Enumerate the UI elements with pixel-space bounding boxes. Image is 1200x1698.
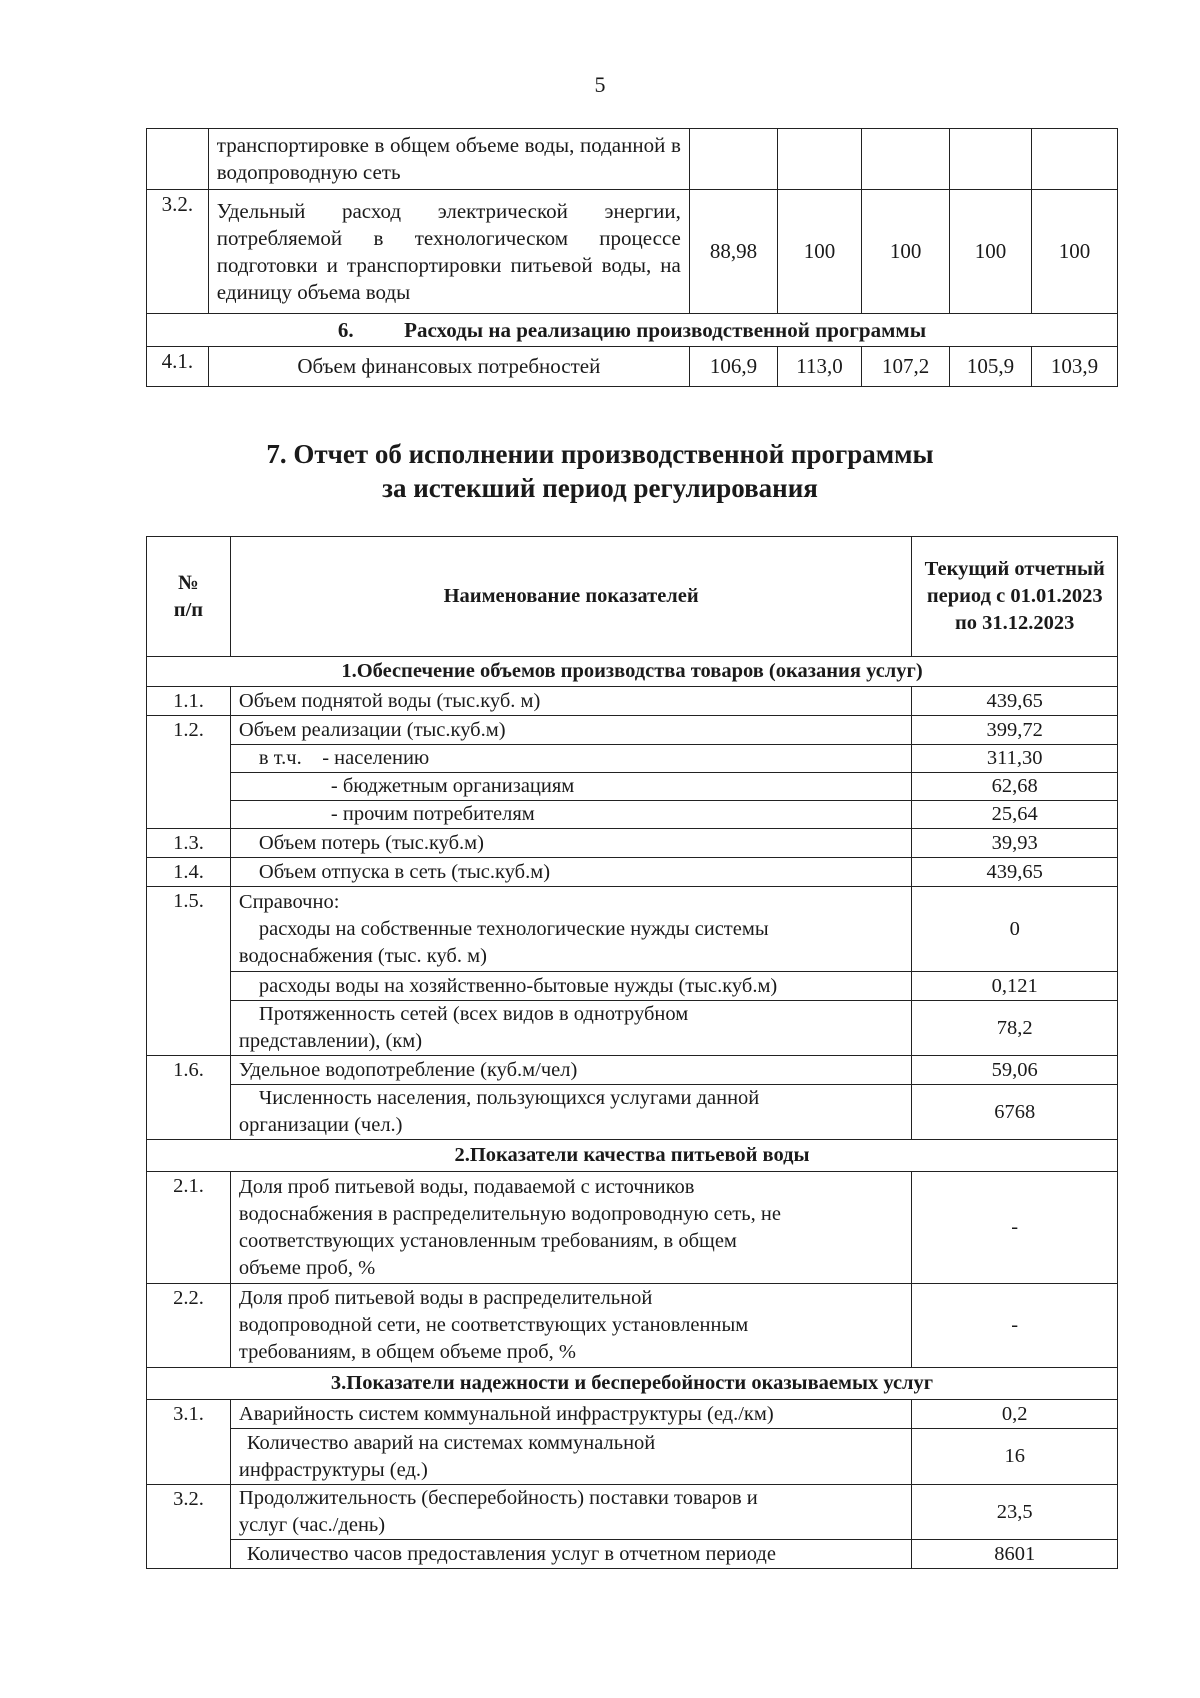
row-value: 23,5 bbox=[912, 1485, 1118, 1540]
table-row bbox=[147, 829, 1118, 858]
row-label-line: Протяженность сетей (всех видов в однотрубном bbox=[258, 1003, 689, 1025]
header-name: Наименование показателей bbox=[230, 537, 912, 657]
table-row bbox=[147, 190, 1118, 314]
table-row bbox=[147, 1485, 1118, 1540]
row-number: 3.2. bbox=[147, 190, 209, 314]
row-number: 1.5. bbox=[147, 887, 231, 1056]
row-number: 3.1. bbox=[147, 1400, 231, 1485]
row-label-line: инфраструктуры (ед.) bbox=[238, 1458, 428, 1481]
row-value: 62,68 bbox=[912, 773, 1118, 801]
row-value: - bbox=[912, 1172, 1118, 1284]
page-number: 5 bbox=[594, 72, 606, 97]
row-label-line: водопроводной сети, не соответствующих установленным bbox=[238, 1314, 749, 1336]
row-value: 0 bbox=[912, 887, 1118, 972]
row-value bbox=[689, 129, 777, 190]
table-row bbox=[147, 1056, 1118, 1085]
row-label-line: водоснабжения (тыс. куб. м) bbox=[238, 944, 487, 967]
row-label: транспортировке в общем объеме воды, поданной в водопроводную сеть bbox=[208, 129, 689, 190]
row-label bbox=[230, 1429, 912, 1485]
row-number: 4.1. bbox=[147, 347, 209, 387]
table-row bbox=[147, 887, 1118, 972]
row-label-line: Продолжительность (бесперебойность) поставки товаров и bbox=[238, 1487, 758, 1509]
section-header-row bbox=[147, 657, 1118, 687]
row-number: 2.2. bbox=[147, 1284, 231, 1368]
row-value: 16 bbox=[912, 1429, 1118, 1485]
row-label: Объем поднятой воды (тыс.куб. м) bbox=[230, 687, 912, 716]
row-value: 439,65 bbox=[912, 687, 1118, 716]
section-header-row bbox=[147, 1368, 1118, 1400]
row-value bbox=[1031, 129, 1117, 190]
row-value bbox=[861, 129, 949, 190]
row-value: 100 bbox=[778, 190, 862, 314]
table-row bbox=[147, 1400, 1118, 1429]
row-value: 103,9 bbox=[1031, 347, 1117, 387]
row-label: Аварийность систем коммунальной инфраструктуры (ед./км) bbox=[230, 1400, 912, 1429]
row-label-line: услуг (час./день) bbox=[238, 1514, 386, 1536]
table-row bbox=[147, 1284, 1118, 1368]
table-row bbox=[147, 745, 1118, 773]
section-header: 2.Показатели качества питьевой воды bbox=[147, 1140, 1118, 1172]
section-title: Расходы на реализацию производственной программы bbox=[404, 317, 927, 342]
row-label bbox=[230, 1001, 912, 1056]
row-label bbox=[230, 1485, 912, 1540]
row-label: расходы воды на хозяйственно-бытовые нужды (тыс.куб.м) bbox=[230, 972, 912, 1001]
row-label-line: водоснабжения в распределительную водопроводную сеть, не bbox=[238, 1202, 781, 1225]
row-value: 100 bbox=[861, 190, 949, 314]
row-value: 311,30 bbox=[912, 745, 1118, 773]
report-table bbox=[146, 536, 1118, 1569]
row-label-line: Количество аварий на системах коммунальной bbox=[246, 1431, 656, 1454]
indicators-table-continued bbox=[146, 128, 1118, 387]
row-value: 25,64 bbox=[912, 801, 1118, 829]
row-value: 88,98 bbox=[689, 190, 777, 314]
row-label bbox=[230, 887, 912, 972]
row-value: 8601 bbox=[912, 1540, 1118, 1569]
row-label bbox=[230, 1172, 912, 1284]
row-value bbox=[778, 129, 862, 190]
row-value: 6768 bbox=[912, 1085, 1118, 1140]
row-label-line: расходы на собственные технологические нужды системы bbox=[258, 917, 769, 940]
row-value: 106,9 bbox=[689, 347, 777, 387]
table-row bbox=[147, 773, 1118, 801]
row-number: 1.3. bbox=[147, 829, 231, 858]
row-number: 2.1. bbox=[147, 1172, 231, 1284]
row-label bbox=[230, 1284, 912, 1368]
table-row bbox=[147, 1540, 1118, 1569]
section-header: 1.Обеспечение объемов производства товаров (оказания услуг) bbox=[147, 657, 1118, 687]
row-value: 439,65 bbox=[912, 858, 1118, 887]
row-label-line: организации (чел.) bbox=[238, 1114, 403, 1136]
row-label: Объем отпуска в сеть (тыс.куб.м) bbox=[230, 858, 912, 887]
row-value: 39,93 bbox=[912, 829, 1118, 858]
row-label-line: объеме проб, % bbox=[238, 1256, 376, 1279]
row-value: 0,2 bbox=[912, 1400, 1118, 1429]
row-label-line: представлении), (км) bbox=[238, 1030, 423, 1052]
table-row bbox=[147, 972, 1118, 1001]
row-label: - прочим потребителям bbox=[230, 801, 912, 829]
section-header-row bbox=[147, 314, 1118, 347]
row-value: 105,9 bbox=[950, 347, 1032, 387]
row-label-line: Справочно: bbox=[238, 890, 340, 913]
row-label: Количество часов предоставления услуг в отчетном периоде bbox=[230, 1540, 912, 1569]
row-label: Удельное водопотребление (куб.м/чел) bbox=[230, 1056, 912, 1085]
table-row bbox=[147, 716, 1118, 745]
row-label-line: соответствующих установленным требованиям, в общем bbox=[238, 1229, 737, 1252]
row-label: Удельный расход электрической энергии, потребляемой в технологическом процессе подготовки и транспортировки питьевой воды, на единицу объема воды bbox=[208, 190, 689, 314]
row-value: 113,0 bbox=[778, 347, 862, 387]
table-row bbox=[147, 347, 1118, 387]
row-number: 1.4. bbox=[147, 858, 231, 887]
section-header-row bbox=[147, 1140, 1118, 1172]
row-label: Объем реализации (тыс.куб.м) bbox=[230, 716, 912, 745]
row-value: - bbox=[912, 1284, 1118, 1368]
row-label: в т.ч. - населению bbox=[230, 745, 912, 773]
row-number: 1.6. bbox=[147, 1056, 231, 1140]
row-label: - бюджетным организациям bbox=[230, 773, 912, 801]
table-row bbox=[147, 801, 1118, 829]
table-row bbox=[147, 1001, 1118, 1056]
row-number: 1.1. bbox=[147, 687, 231, 716]
row-value: 107,2 bbox=[861, 347, 949, 387]
section-title-line2: за истекший период регулирования bbox=[382, 473, 818, 503]
section-number: 6. bbox=[337, 317, 354, 342]
section-header bbox=[147, 314, 1118, 347]
row-label-line: Доля проб питьевой воды в распределительной bbox=[238, 1287, 653, 1309]
row-label-line: Численность населения, пользующихся услугами данной bbox=[258, 1087, 760, 1109]
table-row bbox=[147, 1085, 1118, 1140]
row-value: 100 bbox=[950, 190, 1032, 314]
row-label: Объем потерь (тыс.куб.м) bbox=[230, 829, 912, 858]
table-row bbox=[147, 858, 1118, 887]
row-value bbox=[950, 129, 1032, 190]
header-row bbox=[147, 537, 1118, 657]
row-value: 100 bbox=[1031, 190, 1117, 314]
row-value: 78,2 bbox=[912, 1001, 1118, 1056]
section-title-line1: 7. Отчет об исполнении производственной программы bbox=[266, 439, 934, 469]
section-header: 3.Показатели надежности и бесперебойности оказываемых услуг bbox=[147, 1368, 1118, 1400]
table-row bbox=[147, 1429, 1118, 1485]
row-label: Объем финансовых потребностей bbox=[208, 347, 689, 387]
row-label bbox=[230, 1085, 912, 1140]
row-label-line: Доля проб питьевой воды, подаваемой с источников bbox=[238, 1175, 695, 1198]
header-num: № п/п bbox=[147, 537, 231, 657]
row-label-line: требованиям, в общем объеме проб, % bbox=[238, 1341, 577, 1363]
table-row bbox=[147, 129, 1118, 190]
row-number: 1.2. bbox=[147, 716, 231, 829]
row-value: 399,72 bbox=[912, 716, 1118, 745]
table-row bbox=[147, 687, 1118, 716]
row-number bbox=[147, 129, 209, 190]
row-value: 0,121 bbox=[912, 972, 1118, 1001]
row-number: 3.2. bbox=[147, 1485, 231, 1569]
table-row bbox=[147, 1172, 1118, 1284]
row-value: 59,06 bbox=[912, 1056, 1118, 1085]
header-period: Текущий отчетный период с 01.01.2023 по 31.12.2023 bbox=[912, 537, 1118, 657]
